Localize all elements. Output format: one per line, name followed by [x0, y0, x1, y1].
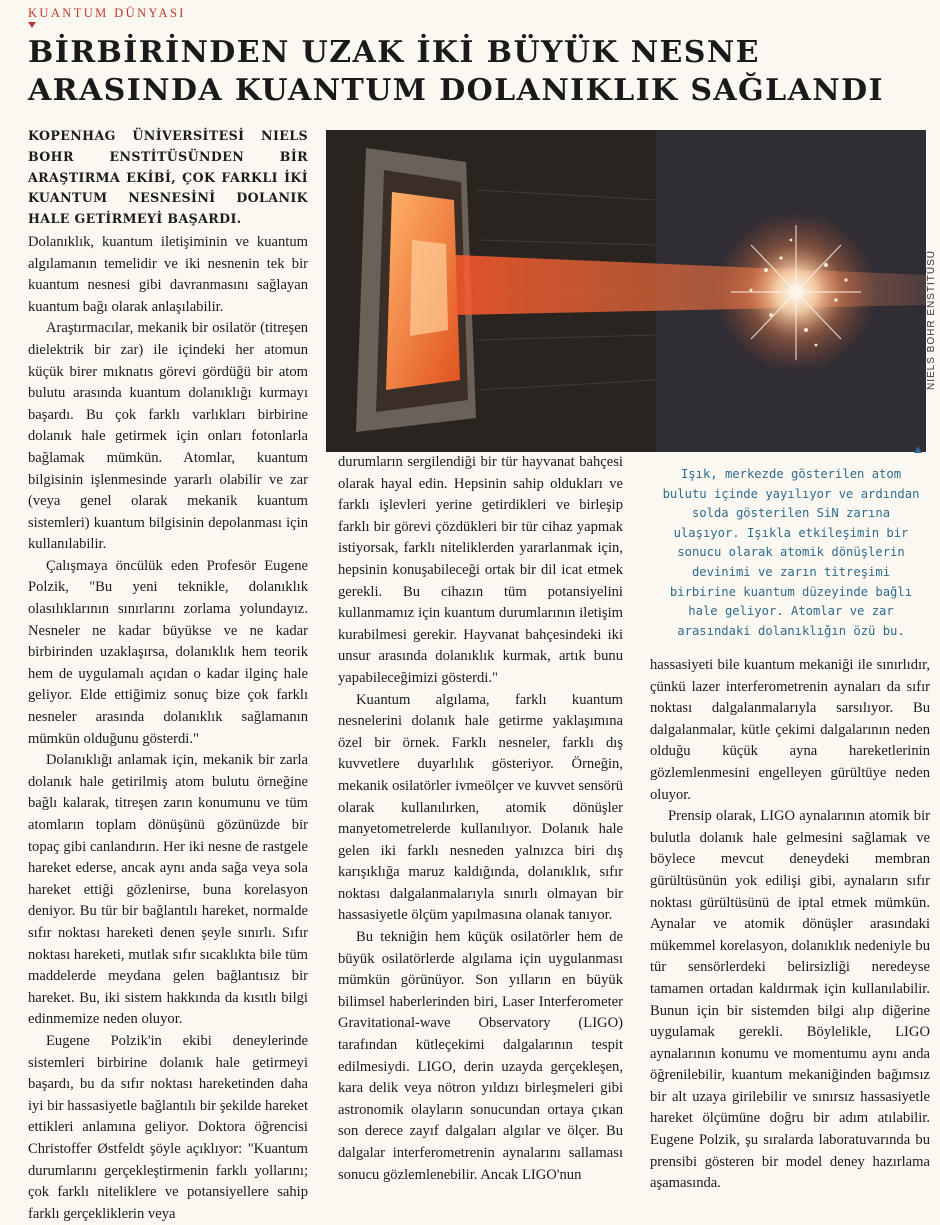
paragraph: Çalışmaya öncülük eden Profesör Eugene Polzik, "Bu yeni teknikle, dolanıklık olasılıklarının sınırlarını zorlama yolundayız. Nesneler ne kadar büyükse ve ne kadar birbirinden uzaklaşırsa, dolanıklık hem teorik hem de uygulamalı açıdan o kadar ilginç hale geliyor. Elde ettiğimiz sonuç bize çok farklı nesneler arasında dolanıklık sağlamanın mümkün olduğunu gösterdi."	[28, 557, 308, 747]
article-headline: BİRBİRİNDEN UZAK İKİ BÜYÜK NESNE ARASINDA KUANTUM DOLANIKLIK SAĞLANDI	[28, 35, 884, 108]
paragraph: Prensip olarak, LIGO aynalarının atomik bir bulutla dolanık hale gelmesini sağlamak ve böylece mevcut deneydeki membran gürültüsünün yok edilişi gibi, aynaların sıfır noktası gürültüsünü de iptal etmek mümkün. Aynalar ve atomik dönüşler arasındaki mükemmel korelasyon, dolanıklık nedeniyle bu tür sensörlerdeki belirsizliği neredeyse tamamen ortadan kaldırmak için kullanılabilir. Bunun için bir sistemden bilgi alıp diğerine uygulamak gerekli. Böylelikle, LIGO aynalarının konumu ve momentumu aynı anda öğrenilebilir, kuantum mekaniğinden bağımsız bir alt uzaya girilebilir ve sınırsız hassasiyetle hareket ölçümüne doğru bir adım atılabilir. Eugene Polzik, şu sıralarda laboratuvarında bu prensibi gösteren bir model deney hazırlama aşamasında.	[650, 808, 930, 1192]
photo-credit: NIELS BOHR ENSTİTÜSÜ	[926, 250, 937, 391]
section-arrow-icon	[28, 22, 36, 28]
membrane-atom-cloud-illustration	[326, 130, 926, 452]
caption-arrow-icon	[914, 446, 922, 453]
photo-caption: Işık, merkezde gösterilen atom bulutu içinde yayılıyor ve ardından solda gösterilen SiN zarına ulaşıyor. Işıkla etkileşimin bir sonucu olarak atomik dönüşlerin devinimi ve zarın titreşimi birbirine kuantum düzeyinde bağlı hale geliyor. Atomlar ve zar arasındaki dolanıklığın özü bu.	[662, 467, 920, 638]
article-photo	[326, 130, 926, 452]
article-column-1	[28, 126, 308, 1225]
paragraph: hassasiyeti bile kuantum mekaniği ile sınırlıdır, çünkü lazer interferometrenin aynaları da sıfır noktası dalgalanmalarıyla sarsılıyor. Bu dalgalanmalar, kütle çekimi dalgalarının neden olduğu küçük ayna hareketlerinin gözlemlenmesini engelleyen gürültüye neden oluyor.	[650, 657, 930, 803]
paragraph: Eugene Polzik'in ekibi deneylerinde sistemleri birbirine dolanık hale getirmeyi başardı, bu da sıfır noktası hareketinden daha iyi bir hassasiyetle bağlantılı bir şekilde hareket ettikleri anlamına geliyor. Doktora öğrencisi Christoffer Østfeldt şöyle açıklıyor: "Kuantum durumlarını gerçekleştirmenin farklı yollarını; çok farklı niteliklere ve potansiyellere sahip farklı gerçekliklerin veya	[28, 1032, 308, 1222]
paragraph: Dolanıklığı anlamak için, mekanik bir zarla dolanık hale getirilmiş atom bulutu örneğine bağlı kalarak, titreşen zarın konumunu ve tüm atomların toplam dönüşünü gözünüzde bir topaç gibi canlandırın. Her iki nesne de rastgele hareket ederse, ancak aynı anda sağa veya sola hareket ettiği gözlenirse, buna korelasyon deniyor. Bu tür bir bağlantılı hareket, normalde sıfır noktası hareketi denen şeyle sınırlı. Sıfır noktası hareketi, mutlak sıfır sıcaklıkta bile tüm maddelerde meydana gelen bağlantısız bir hareket. Bu, iki sistem hakkında da kısıtlı bilgi edinmemize neden oluyor.	[28, 752, 308, 1028]
section-label: KUANTUM DÜNYASI	[28, 6, 186, 20]
paragraph: Dolanıklık, kuantum iletişiminin ve kuantum algılamanın temelidir ve iki nesnenin tek bir kuantum nesnesi gibi davranmasını sağlayan kuantum bağı olarak anlaşılabilir.	[28, 233, 308, 315]
paragraph: Araştırmacılar, mekanik bir osilatör (titreşen dielektrik bir zar) ile içindeki her atomun küçük birer mıknatıs görevi gördüğü bir atom bulutu arasında kuantum dolanıklığı kurmayı başardı. Bu çok farklı varlıkları birbirine dolanık hale getirmek için onları fotonlarla bağlamak mümkün. Atomlar, kuantum bilgisinin işlenmesinde yararlı olabilir ve zar (veya genel olarak mekanik kuantum sistemleri) kuantum bilgisinin depolanması için kullanılabilir.	[28, 320, 308, 553]
article-column-2	[338, 452, 623, 1186]
paragraph: Kuantum algılama, farklı kuantum nesnelerini dolanık hale getirme yaklaşımına özel bir örnek. Farklı nesneler, farklı dış kuvvetlere duyarlılık gösteriyor. Örneğin, mekanik osilatörler ivmeölçer ve kuvvet sensörü olarak kullanılırken, atomik dönüşler manyetometrelerde kullanılıyor. Dolanık hale gelen iki farklı nesneden yalnızca biri dış karışıklığa maruz kaldığında, dolanıklık, sıfır noktası dalgalanmalarıyla sınırlı olmayan bir hassasiyetle ölçüm yapılmasına olanak tanıyor.	[338, 691, 623, 924]
article-lead: KOPENHAG ÜNİVERSİTESİ NIELS BOHR ENSTİTÜSÜNDEN BİR ARAŞTIRMA EKİBİ, ÇOK FARKLI İKİ KUANTUM NESNESİNİ DOLANIK HALE GETİRMEYİ BAŞARDI.	[28, 128, 308, 227]
paragraph: durumların sergilendiği bir tür hayvanat bahçesi olarak hayal edin. Hepsinin sahip oldukları ve farklı işlevleri yerine getirdikleri ve birleşip farklı bir görevi çözdükleri bir tür cihaz yapmak istiyorsak, farklı niteliklerden yararlanmak için, hepsinin konuşabileceği ortak bir dil icat etmek gerekli. Bu cihazın tüm potansiyelini kullanmamız için kuantum durumlarının iletişim kurabilmesi gerekir. Hayvanat bahçesindeki iki unsur arasında dolanıklık kurmak, artık bunu yapabileceğimizi gösterdi."	[338, 454, 623, 686]
paragraph: Bu tekniğin hem küçük osilatörler hem de büyük osilatörlerde algılama için uygulanması mümkün görünüyor. Son yılların en büyük bilimsel haberlerinden biri, Laser Interferometer Gravitational-wave Observatory (LIGO) tarafından kütleçekimi dalgalarının tespit edilmesiydi. LIGO, derin uzayda gerçekleşen, kara delik veya nötron yıldızı birleşmeleri gibi astronomik olayların sonucundan ortaya çıkan son derece zayıf dalgaları algılar ve ölçer. Bu dalgalar interferometrenin aynalarını sallaması sonucu gözlemlenebilir. Ancak LIGO'nun	[338, 929, 623, 1183]
article-column-3	[650, 655, 930, 1195]
